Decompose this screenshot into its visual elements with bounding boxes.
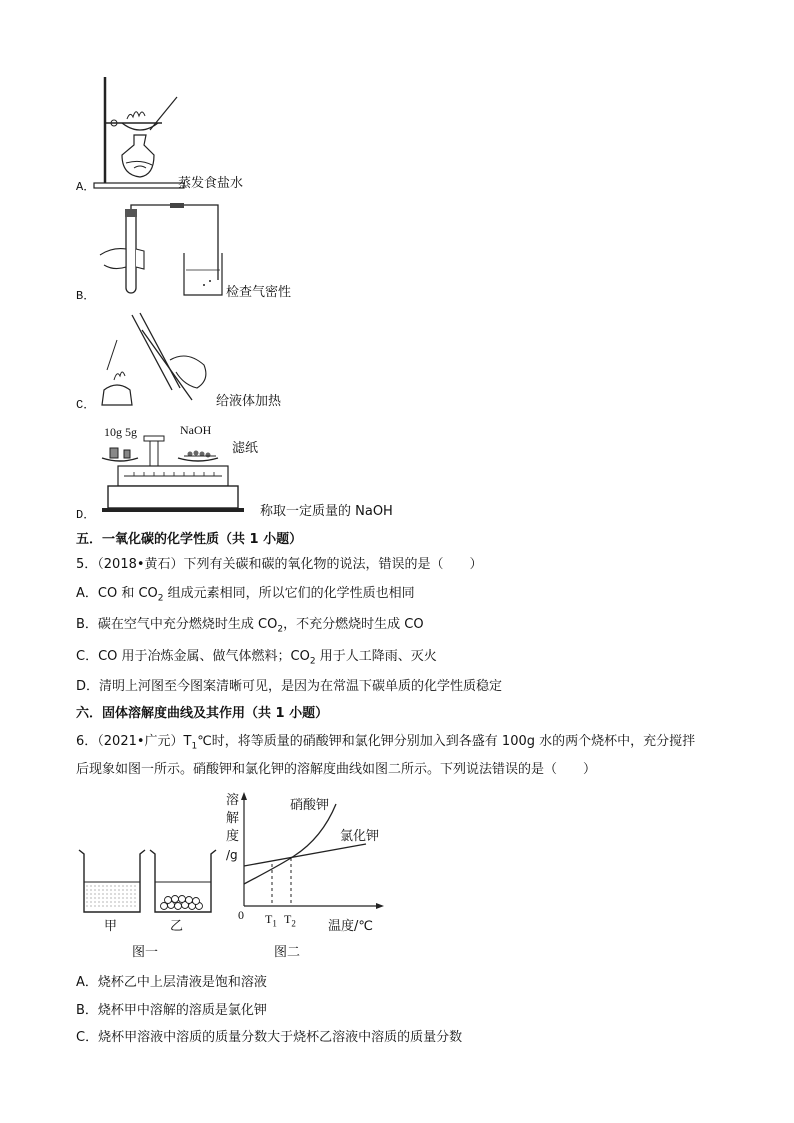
q5-option-d: D．清明上河图至今图案清晰可见，是因为在常温下碳单质的化学性质稳定: [76, 679, 503, 694]
q5-option-b: B．碳在空气中充分燃烧时生成 $CO_2$，不充分燃烧时生成 CO: [76, 617, 424, 635]
chemical-label: NaOH: [180, 423, 212, 437]
question-6-stem-line1: 6．（2021•广元）$T_1℃$时，将等质量的硝酸钾和氯化钾分别加入到各盛有 100g 水的两个烧杯中，充分搅拌: [76, 734, 696, 752]
t1-label: $T_1$: [265, 912, 277, 929]
option-letter: A．: [76, 180, 96, 194]
q6-option-a: A．烧杯乙中上层清液是饱和溶液: [76, 975, 267, 990]
curve-kno3-label: 硝酸钾: [290, 798, 330, 813]
curve-kcl-label: 氯化钾: [340, 829, 380, 844]
q6-option-b: B．烧杯甲中溶解的溶质是氯化钾: [76, 1003, 267, 1018]
beakers-figure: [76, 848, 236, 916]
option-letter: B．: [76, 289, 96, 303]
option-letter: C．: [76, 398, 96, 412]
q5-option-a: A．CO 和 $CO_2$ 组成元素相同，所以它们的化学性质也相同: [76, 586, 415, 604]
t2-label: $T_2$: [284, 912, 296, 929]
heating-liquid-figure: [92, 310, 222, 410]
section-heading-5: 五．一氧化碳的化学性质（共 1 小题）: [76, 532, 303, 547]
q6-option-c: C．烧杯甲溶液中溶质的质量分数大于烧杯乙溶液中溶质的质量分数: [76, 1030, 463, 1045]
question-5-stem: 5．（2018•黄石）下列有关碳和碳的氧化物的说法，错误的是（ ）: [76, 557, 483, 572]
option-caption: 蒸发食盐水: [178, 176, 244, 191]
beaker-b-label: 乙: [170, 919, 184, 934]
balance-figure: [98, 436, 248, 514]
airtightness-check-figure: [100, 205, 230, 300]
option-letter: D．: [76, 508, 96, 522]
curve-kno3: [244, 804, 336, 884]
q5-option-c: C．CO 用于冶炼金属、做气体燃料；$CO_2$ 用于人工降雨、灭火: [76, 649, 437, 667]
section-heading-6: 六．固体溶解度曲线及其作用（共 1 小题）: [76, 706, 329, 721]
evaporation-apparatus-figure: [92, 75, 187, 190]
x-axis-label: 温度/℃: [328, 919, 373, 934]
option-caption: 给液体加热: [216, 394, 282, 409]
option-caption: 称取一定质量的 NaOH: [260, 504, 393, 519]
figure-1-caption: 图一: [132, 945, 159, 960]
option-caption: 检查气密性: [226, 285, 292, 300]
question-6-stem-line2: 后现象如图一所示。硝酸钾和氯化钾的溶解度曲线如图二所示。下列说法错误的是（ ）: [76, 762, 597, 777]
weights-label: 10g 5g: [104, 425, 137, 439]
figure-2-caption: 图二: [274, 945, 301, 960]
solubility-axis-label: 溶 解 度 /g: [226, 793, 240, 862]
beaker-a-label: 甲: [104, 919, 118, 934]
filter-paper-label: 滤纸: [232, 441, 259, 456]
origin-label: 0: [238, 908, 244, 922]
